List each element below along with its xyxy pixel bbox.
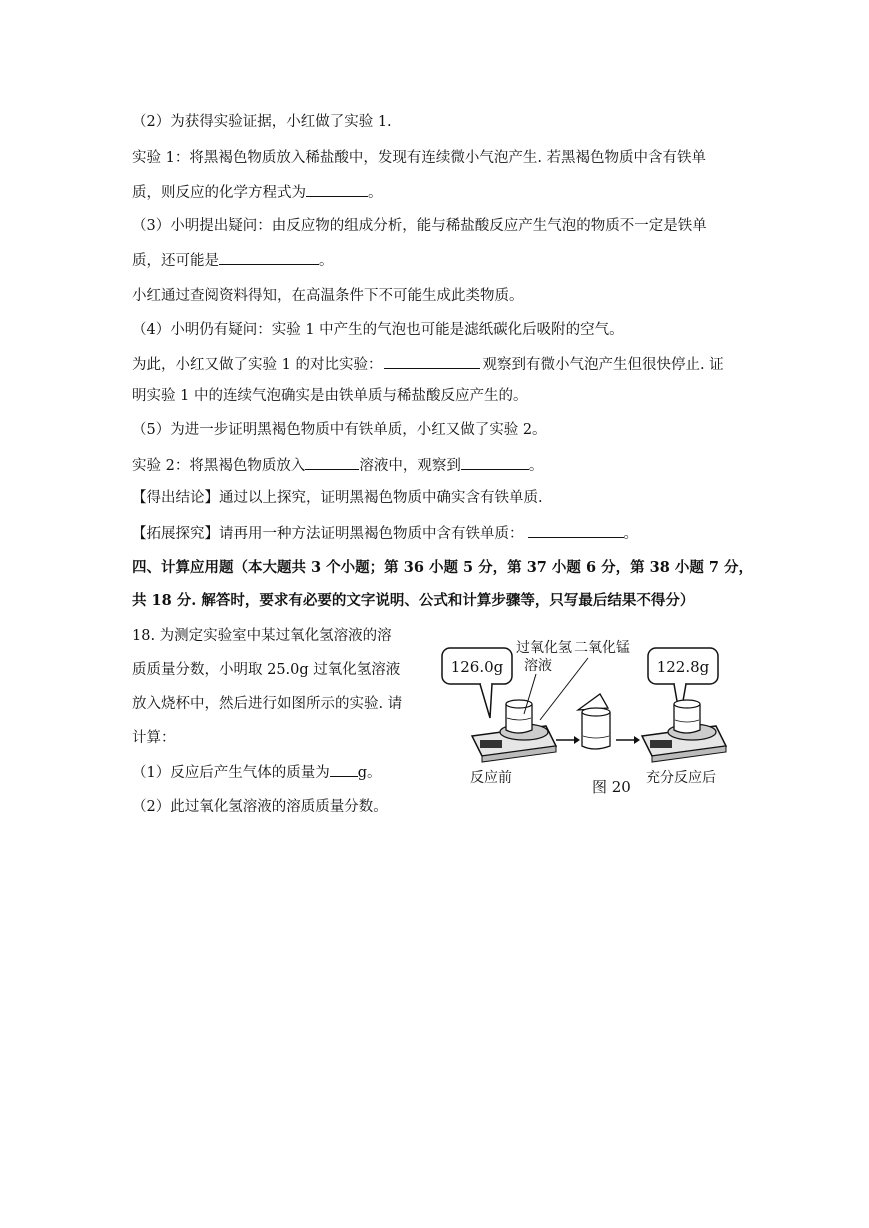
q18-sub2: （2）此过氧化氢溶液的溶质质量分数。: [132, 799, 388, 815]
answer-blank-extension[interactable]: [528, 523, 624, 538]
q5-line2-c: 。: [528, 458, 544, 474]
q2-exp1-line2-post: 。: [368, 185, 383, 201]
q18-sub1-post: g。: [357, 765, 382, 781]
figure-caption: 图 20: [592, 778, 631, 796]
arrow-right: [616, 736, 640, 744]
q2-exp1-line2-pre: 质，则反应的化学方程式为: [132, 185, 306, 201]
figure-20-svg: [428, 628, 740, 798]
answer-blank-gas-mass[interactable]: [330, 762, 358, 777]
label-before: 反应前: [470, 770, 512, 786]
figure-20: [428, 628, 740, 798]
q5-line1: （5）为进一步证明黑褐色物质中有铁单质，小红又做了实验 2。: [132, 422, 547, 438]
q3-line2: [132, 250, 334, 271]
q2-intro: （2）为获得实验证据，小红做了实验 1.: [132, 114, 392, 130]
mass-after-label: 122.8g: [656, 658, 710, 676]
q18-line3: 放入烧杯中，然后进行如图所示的实验. 请: [132, 696, 403, 712]
conclusion: [132, 488, 543, 508]
q3-line2-post: 。: [319, 253, 334, 269]
q4-line2-pre: 为此，小红又做了实验 1 的对比实验：: [132, 357, 383, 373]
middle-beaker: [578, 694, 610, 749]
q2-exp1-line1: 实验 1：将黑褐色物质放入稀盐酸中，发现有连续微小气泡产生. 若黑褐色物质中含有铁单: [132, 150, 707, 166]
mass-before-label: 126.0g: [450, 658, 504, 676]
conclusion-tag: 【得出结论】: [132, 490, 219, 506]
balance-before: [472, 700, 556, 762]
q18-line2: 质质量分数，小明取 25.0g 过氧化氢溶液: [132, 662, 401, 678]
answer-blank-equation[interactable]: [306, 182, 368, 197]
balance-after: [642, 700, 726, 762]
arrow-left: [556, 736, 580, 744]
q4-line1: （4）小明仍有疑问：实验 1 中产生的气泡也可能是滤纸碳化后吸附的空气。: [132, 322, 624, 338]
answer-blank-observation[interactable]: [461, 455, 529, 470]
label-h2o2-line1: 过氧化氢: [516, 640, 572, 656]
q5-line2-b: 溶液中，观察到: [359, 458, 461, 474]
q18-line1: 18. 为测定实验室中某过氧化氢溶液的溶: [132, 628, 392, 644]
conclusion-text: 通过以上探究，证明黑褐色物质中确实含有铁单质.: [219, 490, 543, 506]
q18-sub1-pre: （1）反应后产生气体的质量为: [132, 765, 330, 781]
label-after: 充分反应后: [646, 770, 716, 786]
q3-line1: （3）小明提出疑问：由反应物的组成分析，能与稀盐酸反应产生气泡的物质不一定是铁单: [132, 218, 707, 234]
extension: [132, 523, 638, 544]
extension-text-post: 。: [623, 526, 638, 542]
extension-tag: 【拓展探究】: [132, 526, 219, 542]
section4-line1: 四、计算应用题（本大题共 3 个小题；第 36 小题 5 分，第 37 小题 6 分，第 38 小题 7 分，: [132, 559, 754, 576]
q3-note: 小红通过查阅资料得知，在高温条件下不可能生成此类物质。: [132, 288, 524, 304]
label-h2o2-line2: 溶液: [524, 658, 552, 674]
q18-sub1: [132, 762, 382, 783]
answer-blank-other-substance[interactable]: [219, 250, 319, 265]
extension-text-pre: 请再用一种方法证明黑褐色物质中含有铁单质：: [219, 526, 524, 542]
q4-line2: [132, 354, 724, 375]
q2-exp1-line2: [132, 182, 383, 203]
label-mno2: 二氧化锰: [574, 640, 630, 656]
section4-line2: 共 18 分. 解答时，要求有必要的文字说明、公式和计算步骤等，只写最后结果不得分）: [132, 592, 695, 609]
q5-line2-a: 实验 2：将黑褐色物质放入: [132, 458, 306, 474]
answer-blank-solution[interactable]: [305, 455, 359, 470]
q4-line3: 明实验 1 中的连续气泡确实是由铁单质与稀盐酸反应产生的。: [132, 388, 528, 404]
q4-line2-post: 观察到有微小气泡产生但很快停止. 证: [482, 357, 724, 373]
q3-line2-pre: 质，还可能是: [132, 253, 219, 269]
q18-line4: 计算：: [132, 730, 176, 746]
q5-line2: [132, 455, 543, 476]
answer-blank-contrast-exp[interactable]: [384, 354, 480, 369]
